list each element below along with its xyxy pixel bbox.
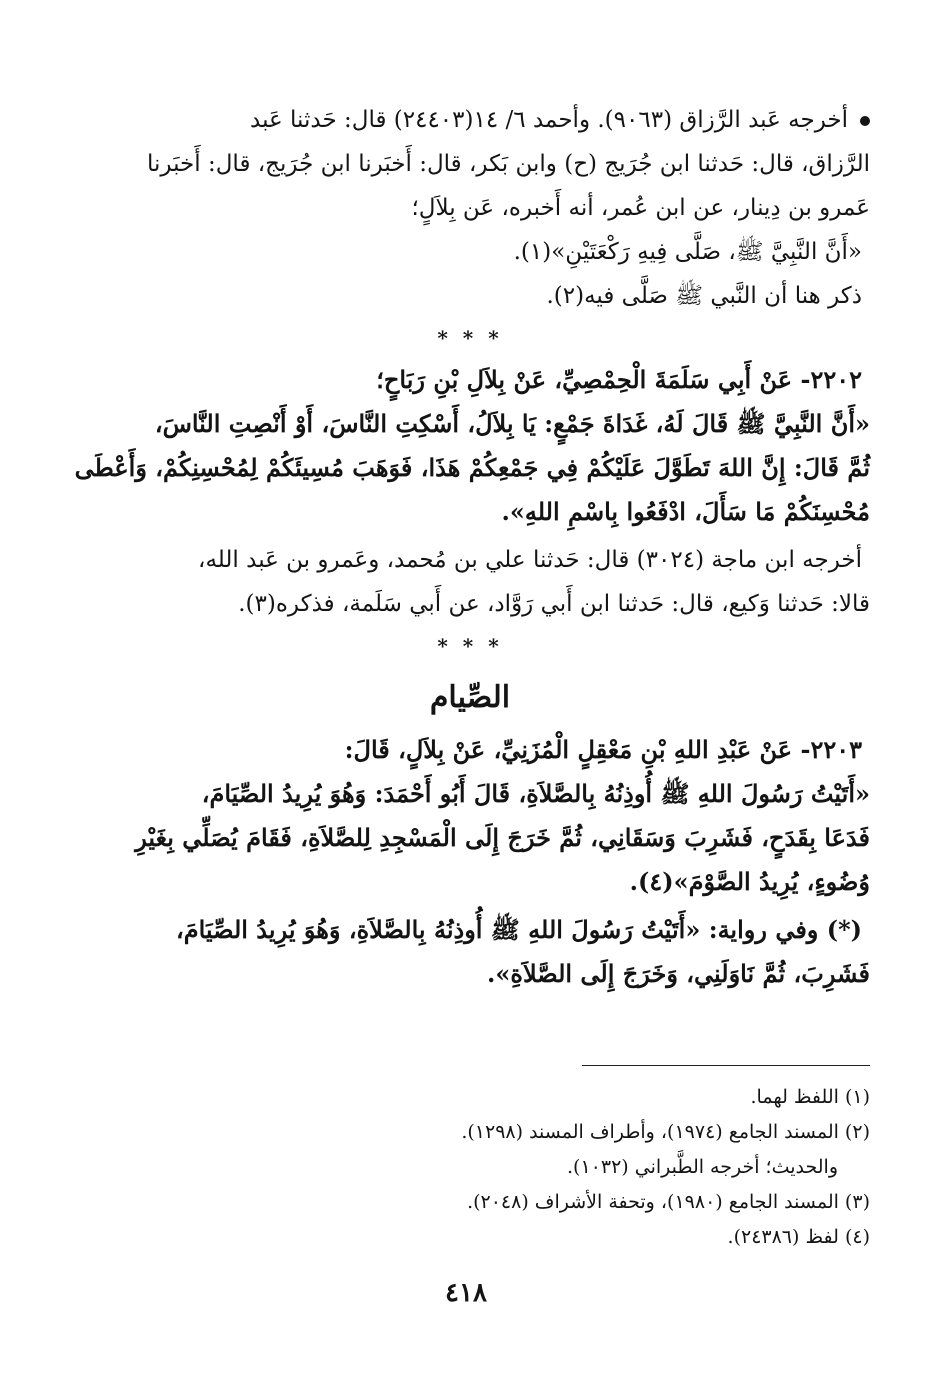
hadith-2202 <box>70 358 870 534</box>
hadith-line: ٢٢٠٣- عَنْ عَبْدِ اللهِ بْنِ مَعْقِلٍ الْمُزَنِيِّ، عَنْ بِلاَلٍ، قَالَ: <box>344 735 862 764</box>
bullet-icon <box>860 116 870 126</box>
page-number: ٤١٨ <box>445 1278 487 1308</box>
hadith-line: «أَتَيْتُ رَسُولَ اللهِ ﷺ أُوذِنُهُ بِالصَّلاَةِ، قَالَ أَبُو أَحْمَدَ: وَهُوَ يُرِيدُ الصِّيَامَ، <box>201 779 870 808</box>
hadith-line: مُحْسِنَكُمْ مَا سَأَلَ، ادْفَعُوا بِاسْمِ اللهِ». <box>501 497 870 526</box>
footnote-1: (١) اللفظ لهما. <box>750 1086 870 1108</box>
text-line: ذكر هنا أن النَّبي ﷺ صَلَّى فيه(٢). <box>546 283 862 309</box>
separator-stars: * * * <box>437 634 503 658</box>
hadith-line: (*) وفي رواية: «أَتَيْتُ رَسُولَ اللهِ ﷺ أُوذِنُهُ بِالصَّلاَةِ، وَهُوَ يُرِيدُ الصِّيَامَ، <box>175 915 862 944</box>
hadith-line: فَدَعَا بِقَدَحٍ، فَشَرِبَ وَسَقَانِي، ثُمَّ خَرَجَ إِلَى الْمَسْجِدِ لِلصَّلاَةِ، فَقَامَ يُصَلِّي بِغَيْرِ <box>135 823 870 852</box>
hadith-2203-riwaya <box>70 908 870 996</box>
text-line: قالا: حَدثنا وَكيع، قال: حَدثنا ابن أَبي رَوَّاد، عن أَبي سَلَمة، فذكره(٣). <box>238 591 870 617</box>
text-line: عَمرو بن دِينار، عن ابن عُمر، أنه أَخبره، عَن بِلاَلٍ؛ <box>411 195 870 221</box>
hadith-line: ٢٢٠٢- عَنْ أَبِي سَلَمَةَ الْحِمْصِيِّ، عَنْ بِلاَلِ بْنِ رَبَاحٍ؛ <box>376 365 862 394</box>
footnote-2-continued: والحديث؛ أخرجه الطَّبراني (١٠٣٢). <box>567 1156 838 1178</box>
footnote-3: (٣) المسند الجامع (١٩٨٠)، وتحفة الأشراف (٢٠٤٨). <box>467 1191 870 1213</box>
section-title: الصِّيام <box>429 680 511 715</box>
footnotes <box>70 1080 870 1255</box>
footnote-divider <box>582 1065 870 1066</box>
separator-stars: * * * <box>437 326 503 350</box>
text-line: الرَّزاق، قال: حَدثنا ابن جُرَيج (ح) وابن بَكر، قال: أَخبَرنا ابن جُرَيج، قال: أَخبَرنا <box>147 151 870 177</box>
takhrij-paragraph-1 <box>70 98 870 318</box>
hadith-line: فَشَرِبَ، ثُمَّ نَاوَلَنِي، وَخَرَجَ إِلَى الصَّلاَةِ». <box>487 959 870 988</box>
text-line: «أَنَّ النَّبِيَّ ﷺ، صَلَّى فِيهِ رَكْعَتَيْنِ»(١). <box>513 239 862 265</box>
footnote-2: (٢) المسند الجامع (١٩٧٤)، وأطراف المسند (١٢٩٨). <box>461 1121 870 1143</box>
hadith-line: وُضُوءٍ، يُرِيدُ الصَّوْمَ»(٤). <box>629 867 870 896</box>
hadith-line: ثُمَّ قَالَ: إِنَّ اللهَ تَطَوَّلَ عَلَيْكُمْ فِي جَمْعِكُمْ هَذَا، فَوَهَبَ مُسِيئَكُمْ لِمُحْسِنِكُمْ، وَأَعْطَى <box>74 453 870 482</box>
text-line: أخرجه ابن ماجة (٣٠٢٤) قال: حَدثنا علي بن مُحمد، وعَمرو بن عَبد الله، <box>198 547 862 573</box>
hadith-line: «أَنَّ النَّبِيَّ ﷺ قَالَ لَهُ، غَدَاةَ جَمْعٍ: يَا بِلاَلُ، أَسْكِتِ النَّاسَ، أَوْ أَنْصِتِ النَّاسَ، <box>154 409 870 438</box>
hadith-2203 <box>70 728 870 904</box>
takhrij-paragraph-2 <box>70 538 870 626</box>
text-line <box>70 98 870 142</box>
page-body <box>70 98 870 1248</box>
text-line-content: أخرجه عَبد الرَّزاق (٩٠٦٣). وأحمد ٦/ ١٤(٢٤٤٠٣) قال: حَدثنا عَبد <box>250 107 848 133</box>
footnote-4: (٤) لفظ (٢٤٣٨٦). <box>727 1226 870 1248</box>
